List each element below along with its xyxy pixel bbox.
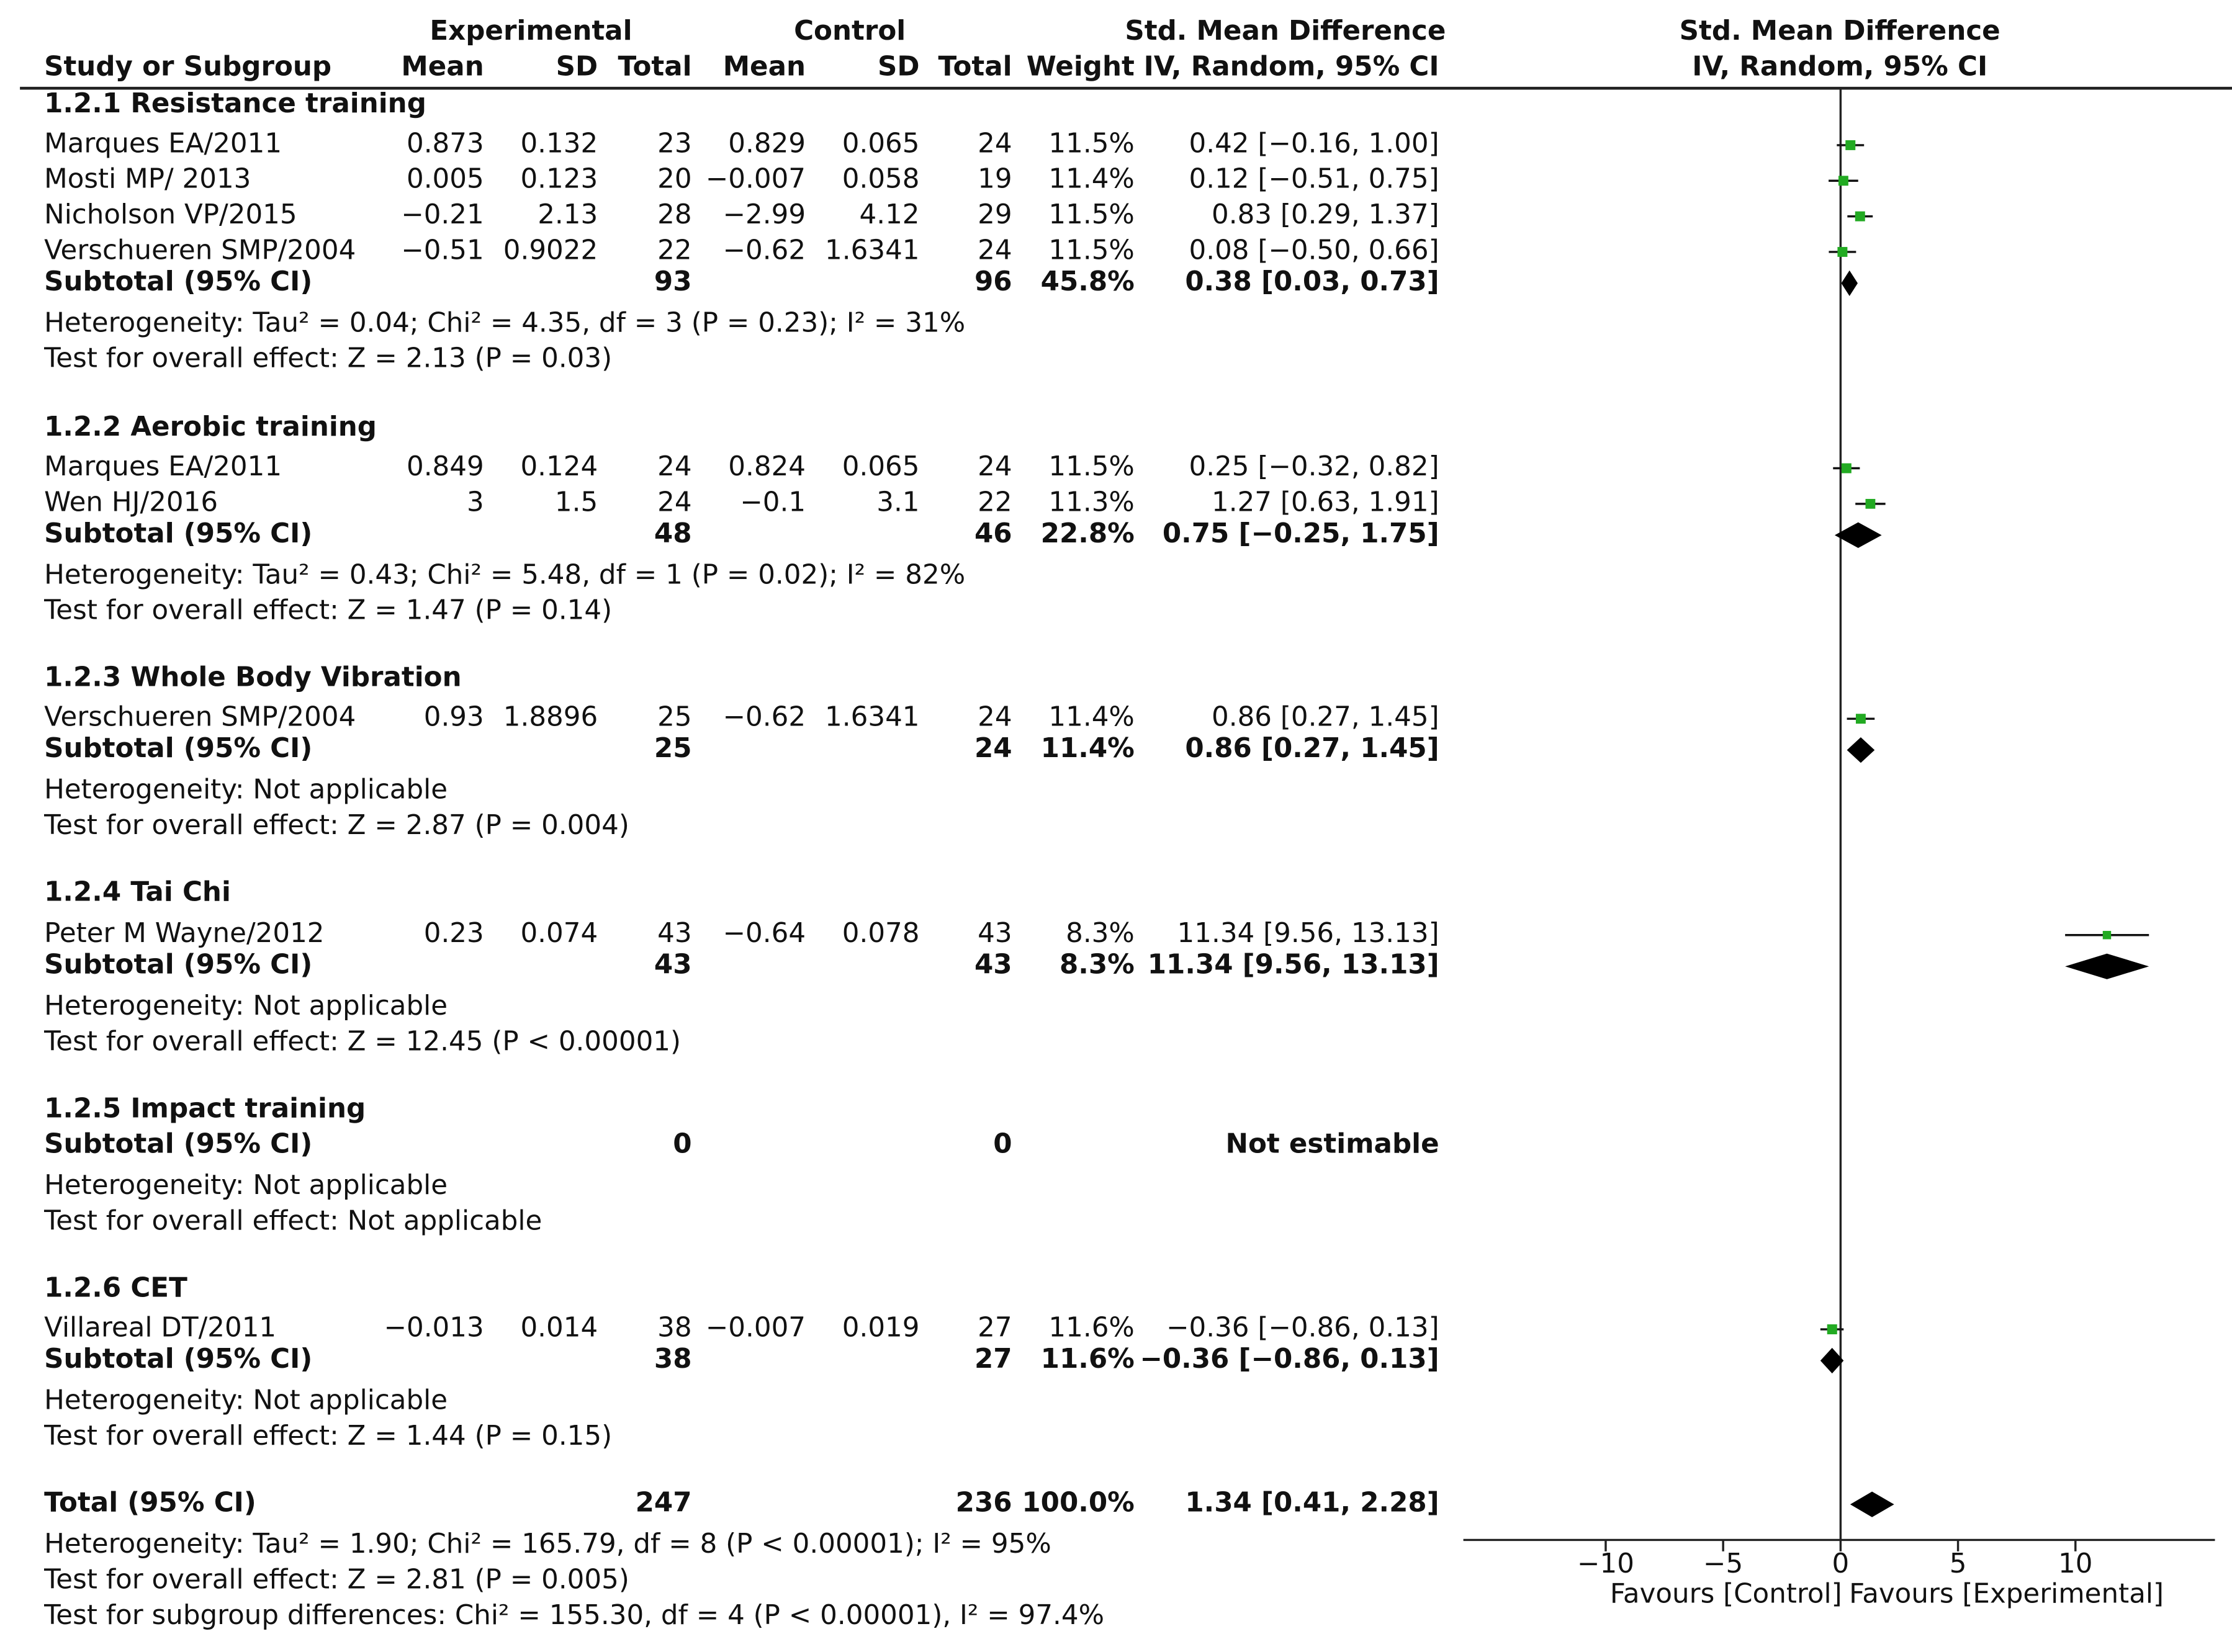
study-weight-cell: 11.5% <box>1048 235 1135 266</box>
heterogeneity-text: Heterogeneity: Not applicable <box>44 1385 448 1416</box>
subtotal-label: Subtotal (95% CI) <box>44 1128 313 1160</box>
overall-effect-text: Test for overall effect: Z = 12.45 (P < 0.00001) <box>44 1026 682 1057</box>
subtotal-exp-total-cell: 93 <box>654 266 692 298</box>
study-ctl-sd-cell: 3.1 <box>876 487 920 518</box>
overall-effect-text: Test for overall effect: Z = 2.87 (P = 0.004) <box>44 809 629 842</box>
study-exp-sd-cell: 1.5 <box>554 487 598 518</box>
subtotal-label: Subtotal (95% CI) <box>44 1343 313 1375</box>
total-ctl-total-cell: 236 <box>955 1487 1012 1519</box>
subtotal-label: Subtotal (95% CI) <box>44 949 313 981</box>
study-name: Verschueren SMP/2004 <box>44 701 356 734</box>
study-point-marker <box>1837 247 1847 257</box>
study-exp-mean-cell: 0.873 <box>406 128 484 159</box>
study-ctl-total-cell: 22 <box>978 487 1012 518</box>
favours-experimental-label: Favours [Experimental] <box>1849 1578 2164 1610</box>
x-tick-label: 5 <box>1949 1548 1967 1580</box>
study-name: Mosti MP/ 2013 <box>44 163 251 195</box>
study-ctl-total-cell: 24 <box>978 128 1012 159</box>
subtotal-exp-total-cell: 38 <box>654 1343 692 1375</box>
study-exp-mean-cell: 0.23 <box>423 918 484 949</box>
subtotal-label: Subtotal (95% CI) <box>44 518 313 550</box>
plot-method-header: IV, Random, 95% CI <box>1692 51 1988 83</box>
subgroup-title: 1.2.2 Aerobic training <box>44 411 377 443</box>
ctl-mean-header: Mean <box>722 51 806 83</box>
total-ci-cell: 1.34 [0.41, 2.28] <box>1185 1487 1439 1519</box>
study-ctl-mean-cell: −0.64 <box>722 918 806 949</box>
exp-mean-header: Mean <box>401 51 484 83</box>
summary-diamond <box>1842 271 1858 296</box>
subtotal-exp-total-cell: 43 <box>654 949 692 981</box>
study-ctl-mean-cell: −0.62 <box>722 701 806 734</box>
study-ctl-sd-cell: 0.065 <box>842 451 920 483</box>
study-exp-sd-cell: 1.8896 <box>503 701 598 734</box>
subtotal-ctl-total-cell: 46 <box>974 518 1012 550</box>
overall-effect-text: Test for overall effect: Z = 1.47 (P = 0.14) <box>44 595 613 627</box>
study-exp-mean-cell: 0.849 <box>406 451 484 483</box>
study-ctl-total-cell: 27 <box>978 1312 1012 1344</box>
total-overall-effect-text: Test for overall effect: Z = 2.81 (P = 0.005) <box>44 1564 629 1596</box>
x-tick-label: 0 <box>1832 1548 1850 1580</box>
study-name: Peter M Wayne/2012 <box>44 918 325 949</box>
subtotal-ctl-total-cell: 27 <box>974 1343 1012 1375</box>
study-ci-cell: 0.86 [0.27, 1.45] <box>1212 701 1439 734</box>
study-name: Villareal DT/2011 <box>44 1312 277 1344</box>
study-weight-cell: 11.5% <box>1048 128 1135 159</box>
total-heterogeneity-text: Heterogeneity: Tau² = 1.90; Chi² = 165.79, df = 8 (P < 0.00001); I² = 95% <box>44 1529 1051 1560</box>
weight-header: Weight <box>1026 51 1135 83</box>
study-exp-total-cell: 24 <box>657 487 692 518</box>
subtotal-weight-cell: 45.8% <box>1040 266 1135 298</box>
study-exp-total-cell: 43 <box>657 918 692 949</box>
subgroup-title: 1.2.3 Whole Body Vibration <box>44 662 462 693</box>
study-ctl-total-cell: 29 <box>978 199 1012 231</box>
subtotal-ci-cell: 0.75 [−0.25, 1.75] <box>1162 518 1439 550</box>
overall-effect-text: Test for overall effect: Not applicable <box>44 1205 542 1237</box>
subtotal-ctl-total-cell: 0 <box>993 1128 1012 1160</box>
study-exp-sd-cell: 0.9022 <box>503 235 598 266</box>
overall-effect-text: Test for overall effect: Z = 2.13 (P = 0.03) <box>44 343 613 375</box>
study-exp-total-cell: 20 <box>657 163 692 195</box>
study-exp-mean-cell: −0.21 <box>401 199 484 231</box>
subtotal-weight-cell: 11.4% <box>1040 733 1135 765</box>
subgroup-differences-text: Test for subgroup differences: Chi² = 155.30, df = 4 (P < 0.00001), I² = 97.4% <box>44 1599 1105 1632</box>
heterogeneity-text: Heterogeneity: Tau² = 0.04; Chi² = 4.35, df = 3 (P = 0.23); I² = 31% <box>44 307 966 339</box>
summary-diamond <box>1850 1491 1894 1517</box>
study-point-marker <box>1855 212 1865 222</box>
study-exp-mean-cell: 3 <box>467 487 484 518</box>
study-point-marker <box>1838 176 1848 186</box>
study-exp-sd-cell: 0.132 <box>520 128 598 159</box>
study-exp-total-cell: 28 <box>657 199 692 231</box>
control-group-header: Control <box>794 16 906 47</box>
subtotal-weight-cell: 8.3% <box>1059 949 1135 981</box>
x-tick-label: 10 <box>2058 1548 2093 1580</box>
study-point-marker <box>2103 931 2111 939</box>
study-exp-mean-cell: −0.013 <box>384 1312 484 1344</box>
study-exp-sd-cell: 0.124 <box>520 451 598 483</box>
study-name: Nicholson VP/2015 <box>44 199 297 231</box>
favours-control-label: Favours [Control] <box>1609 1578 1842 1610</box>
summary-diamond <box>1847 737 1875 763</box>
subtotal-label: Subtotal (95% CI) <box>44 733 313 765</box>
study-point-marker <box>1856 714 1866 724</box>
plot-title-header: Std. Mean Difference <box>1679 16 2000 47</box>
ctl-sd-header: SD <box>877 51 920 83</box>
heterogeneity-text: Heterogeneity: Not applicable <box>44 774 448 806</box>
subtotal-weight-cell: 11.6% <box>1040 1343 1135 1375</box>
subgroup-title: 1.2.1 Resistance training <box>44 88 426 120</box>
study-exp-total-cell: 23 <box>657 128 692 159</box>
heterogeneity-text: Heterogeneity: Not applicable <box>44 1170 448 1201</box>
study-exp-mean-cell: −0.51 <box>401 235 484 266</box>
summary-diamond <box>1835 523 1882 548</box>
exp-sd-header: SD <box>556 51 598 83</box>
study-exp-mean-cell: 0.005 <box>406 163 484 195</box>
study-exp-sd-cell: 0.074 <box>520 918 598 949</box>
total-weight-cell: 100.0% <box>1022 1487 1135 1519</box>
subtotal-ci-cell: 11.34 [9.56, 13.13] <box>1147 949 1439 981</box>
overall-effect-text: Test for overall effect: Z = 1.44 (P = 0.15) <box>44 1420 613 1452</box>
exp-total-header: Total <box>618 51 692 83</box>
study-weight-cell: 11.4% <box>1048 701 1135 734</box>
study-name: Verschueren SMP/2004 <box>44 235 356 266</box>
study-ci-cell: 0.83 [0.29, 1.37] <box>1212 199 1439 231</box>
study-ci-cell: 11.34 [9.56, 13.13] <box>1177 918 1439 949</box>
study-exp-total-cell: 22 <box>657 235 692 266</box>
study-ctl-sd-cell: 0.019 <box>842 1312 920 1344</box>
subtotal-ctl-total-cell: 24 <box>974 733 1012 765</box>
study-point-marker <box>1866 499 1876 509</box>
total-exp-total-cell: 247 <box>635 1487 692 1519</box>
study-weight-cell: 11.6% <box>1048 1312 1135 1344</box>
subtotal-ci-cell: −0.36 [−0.86, 0.13] <box>1140 1343 1439 1375</box>
study-name: Marques EA/2011 <box>44 128 282 159</box>
ctl-total-header: Total <box>938 51 1012 83</box>
summary-diamond <box>2065 954 2149 979</box>
subgroup-title: 1.2.4 Tai Chi <box>44 876 231 909</box>
heterogeneity-text: Heterogeneity: Tau² = 0.43; Chi² = 5.48, df = 1 (P = 0.02); I² = 82% <box>44 559 966 591</box>
study-point-marker <box>1827 1324 1837 1334</box>
study-ctl-sd-cell: 1.6341 <box>825 235 920 266</box>
study-ci-cell: 0.42 [−0.16, 1.00] <box>1189 128 1439 159</box>
study-exp-total-cell: 25 <box>657 701 692 734</box>
subgroup-title: 1.2.6 CET <box>44 1272 187 1304</box>
study-ci-cell: 0.25 [−0.32, 0.82] <box>1189 451 1439 483</box>
study-ci-cell: −0.36 [−0.86, 0.13] <box>1166 1312 1439 1344</box>
study-ci-cell: 1.27 [0.63, 1.91] <box>1212 487 1439 518</box>
study-column-header: Study or Subgroup <box>44 51 332 83</box>
study-exp-total-cell: 24 <box>657 451 692 483</box>
study-weight-cell: 11.3% <box>1048 487 1135 518</box>
study-ctl-mean-cell: −2.99 <box>722 199 806 231</box>
subtotal-ci-cell: 0.86 [0.27, 1.45] <box>1185 733 1439 765</box>
study-ctl-sd-cell: 0.065 <box>842 128 920 159</box>
study-name: Marques EA/2011 <box>44 451 282 483</box>
effect-method-header: IV, Random, 95% CI <box>1143 51 1439 83</box>
study-ctl-mean-cell: −0.007 <box>705 1312 806 1344</box>
study-ctl-total-cell: 24 <box>978 235 1012 266</box>
subtotal-ci-cell: Not estimable <box>1225 1128 1439 1160</box>
study-ctl-mean-cell: 0.829 <box>728 128 806 159</box>
study-exp-sd-cell: 0.123 <box>520 163 598 195</box>
study-ctl-total-cell: 19 <box>978 163 1012 195</box>
study-weight-cell: 11.4% <box>1048 163 1135 195</box>
study-weight-cell: 8.3% <box>1066 918 1135 949</box>
study-ctl-mean-cell: 0.824 <box>728 451 806 483</box>
experimental-group-header: Experimental <box>430 16 632 47</box>
subtotal-weight-cell: 22.8% <box>1040 518 1135 550</box>
effect-title-header: Std. Mean Difference <box>1125 16 1446 47</box>
study-ci-cell: 0.12 [−0.51, 0.75] <box>1189 163 1439 195</box>
subgroup-title: 1.2.5 Impact training <box>44 1093 366 1125</box>
subtotal-exp-total-cell: 48 <box>654 518 692 550</box>
study-ctl-mean-cell: −0.007 <box>705 163 806 195</box>
subtotal-exp-total-cell: 0 <box>673 1128 692 1160</box>
study-ctl-mean-cell: −0.1 <box>740 487 806 518</box>
study-name: Wen HJ/2016 <box>44 487 218 518</box>
study-point-marker <box>1842 464 1852 474</box>
study-weight-cell: 11.5% <box>1048 451 1135 483</box>
study-ctl-mean-cell: −0.62 <box>722 235 806 266</box>
study-exp-sd-cell: 0.014 <box>520 1312 598 1344</box>
study-ctl-sd-cell: 0.058 <box>842 163 920 195</box>
total-label: Total (95% CI) <box>44 1487 256 1519</box>
subtotal-exp-total-cell: 25 <box>654 733 692 765</box>
subtotal-ctl-total-cell: 43 <box>974 949 1012 981</box>
study-weight-cell: 11.5% <box>1048 199 1135 231</box>
study-exp-total-cell: 38 <box>657 1312 692 1344</box>
heterogeneity-text: Heterogeneity: Not applicable <box>44 990 448 1022</box>
study-ctl-sd-cell: 1.6341 <box>825 701 920 734</box>
study-ci-cell: 0.08 [−0.50, 0.66] <box>1189 235 1439 266</box>
subtotal-label: Subtotal (95% CI) <box>44 266 313 298</box>
subtotal-ci-cell: 0.38 [0.03, 0.73] <box>1185 266 1439 298</box>
study-ctl-total-cell: 24 <box>978 451 1012 483</box>
study-ctl-sd-cell: 4.12 <box>859 199 920 231</box>
subtotal-ctl-total-cell: 96 <box>974 266 1012 298</box>
study-ctl-total-cell: 24 <box>978 701 1012 734</box>
x-tick-label: −10 <box>1577 1548 1634 1580</box>
x-tick-label: −5 <box>1703 1548 1744 1580</box>
study-exp-mean-cell: 0.93 <box>423 701 484 734</box>
study-ctl-total-cell: 43 <box>978 918 1012 949</box>
study-ctl-sd-cell: 0.078 <box>842 918 920 949</box>
study-point-marker <box>1845 140 1855 150</box>
study-exp-sd-cell: 2.13 <box>538 199 598 231</box>
